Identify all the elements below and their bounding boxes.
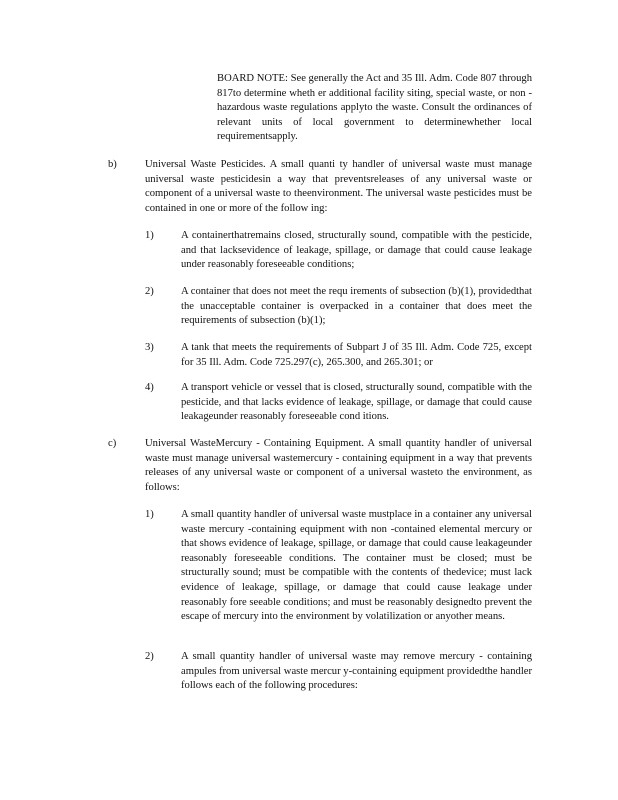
section-c-item-2-label: 2) bbox=[145, 651, 154, 662]
section-b-item-2-text: A container that does not meet the requ irements of subsection (b)(1), providedthat the unacceptable container is overpacked in a container that does meet the requirements of subsection (b)(1); bbox=[181, 286, 532, 327]
section-c-item-1-text: A small quantity handler of universal waste mustplace in a container any universal waste mercury -containing equipment with non -contained elemental mercury or that shows evidence of leakage, spillage, or damage that could cause leakageunder reasonably foreseeable conditions. The container must be closed; must be structurally sound; must be compatible with the contents of thedevice; must lack evidence of leakage, spillage, or damage that could cause leakage under reasonably fore seeable conditions; and must be reasonably designedto prevent the escape of mercury into the environment by volatilization or anyother means. bbox=[181, 509, 532, 623]
section-b-item-4-label: 4) bbox=[145, 382, 154, 393]
section-c-item-2-text: A small quantity handler of universal waste may remove mercury - containing ampules from universal waste mercur y-containing equipment providedthe handler follows each of the following procedures: bbox=[181, 651, 532, 692]
section-c-item-1-label: 1) bbox=[145, 509, 154, 520]
section-b-label: b) bbox=[108, 159, 117, 170]
section-b-text: Universal Waste Pesticides. A small quanti ty handler of universal waste must manage universal waste pesticidesin a way that preventsreleases of any universal waste or component of a universal waste to theenvironment. The universal waste pesticides must be contained in one or more of the follow ing: bbox=[145, 159, 532, 214]
section-b-item-3-text: A tank that meets the requirements of Subpart J of 35 Ill. Adm. Code 725, except for 35 Ill. Adm. Code 725.297(c), 265.300, and 265.301; or bbox=[181, 342, 532, 368]
section-c-label: c) bbox=[108, 438, 117, 449]
section-b-item-3-label: 3) bbox=[145, 342, 154, 353]
board-note: BOARD NOTE: See generally the Act and 35 Ill. Adm. Code 807 through 817to determine wheth er additional facility siting, special waste, or non -hazardous waste regulations applyto the waste. Consult the ordinances of relevant units of local government to determinewhether local requirementsapply. bbox=[217, 73, 532, 143]
section-b-item-2-label: 2) bbox=[145, 286, 154, 297]
section-b-item-1-text: A containerthatremains closed, structurally sound, compatible with the pesticide, and that lacksevidence of leakage, spillage, or damage that could cause leakage under reasonably foreseeable conditions; bbox=[181, 230, 532, 271]
section-c-text: Universal WasteMercury - Containing Equipment. A small quantity handler of universal waste must manage universal wastemercury - containing equipment in a way that prevents releases of any universal waste or component of a universal wasteto the environment, as follows: bbox=[145, 438, 532, 493]
section-b-item-4-text: A transport vehicle or vessel that is closed, structurally sound, compatible with the pesticide, and that lacks evidence of leakage, spillage, or damage that could cause leakageunder reasonably foreseeable cond itions. bbox=[181, 382, 532, 423]
section-b-item-1-label: 1) bbox=[145, 230, 154, 241]
